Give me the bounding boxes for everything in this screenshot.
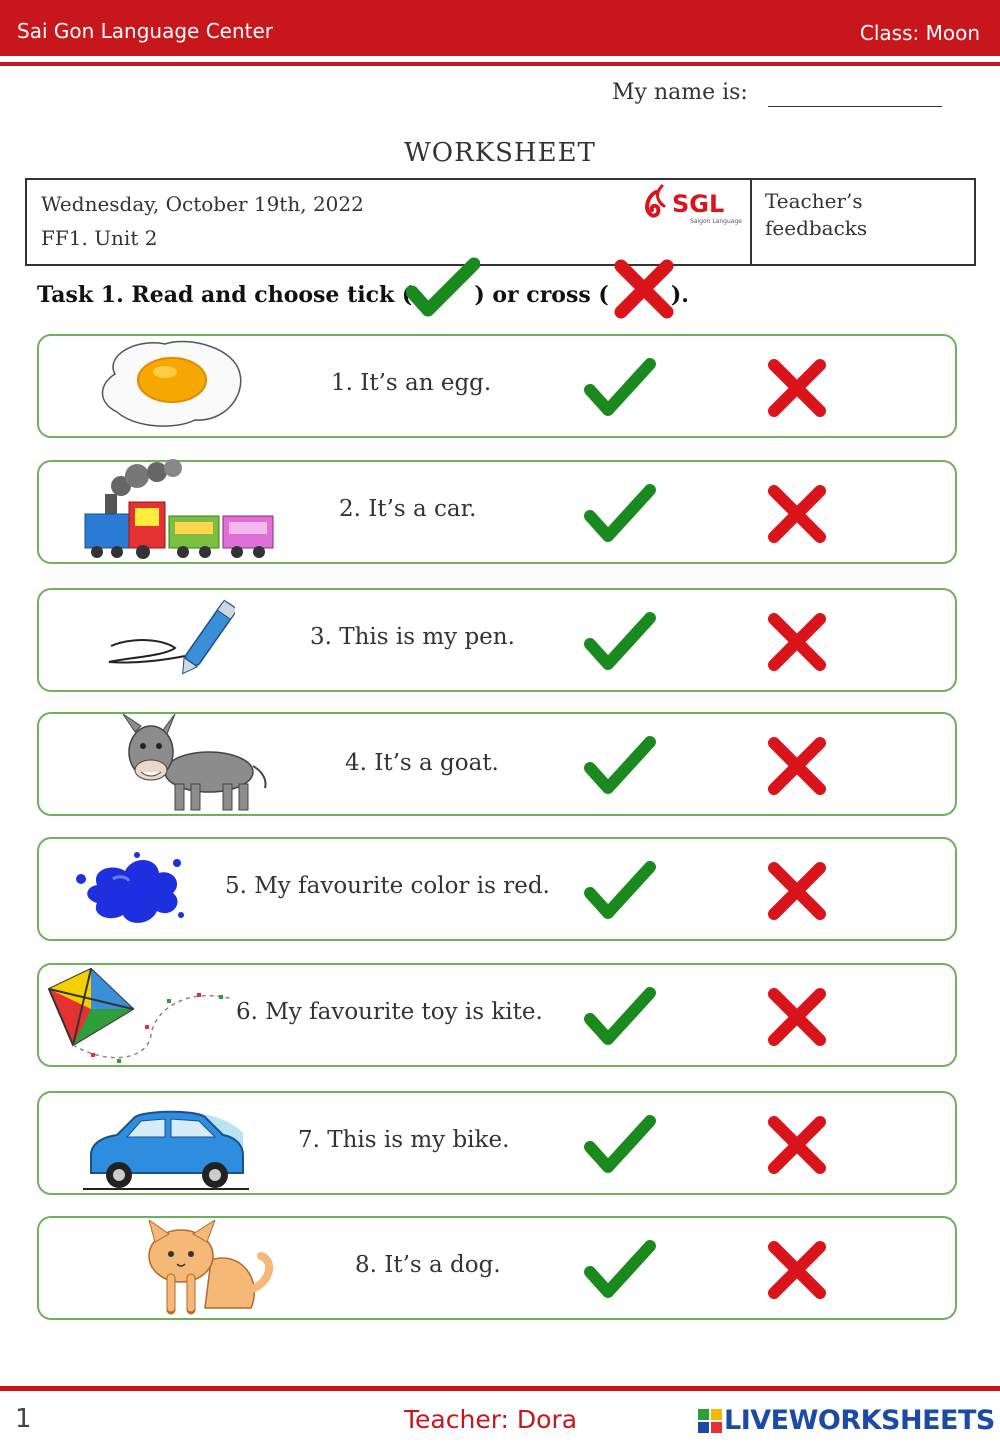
tick-button-5[interactable] [584, 859, 656, 923]
tick-button-4[interactable] [584, 734, 656, 798]
question-text-6: 6. My favourite toy is kite. [236, 999, 543, 1025]
tick-button-2[interactable] [584, 482, 656, 546]
task-tick-slot [412, 286, 474, 306]
teacher-name: Teacher: Dora [404, 1405, 578, 1434]
question-row-8 [37, 1216, 957, 1320]
question-row-2 [37, 460, 957, 564]
toy-train-icon [79, 458, 279, 566]
name-label: My name is: [612, 80, 748, 105]
header-bar [0, 0, 1000, 56]
worksheet-title: WORKSHEET [404, 138, 596, 168]
page-number: 1 [15, 1404, 32, 1434]
red-cross-icon [611, 256, 677, 322]
tick-button-3[interactable] [584, 610, 656, 674]
task-title-part1: Task 1. Read and choose tick ( [37, 282, 413, 308]
question-text-4: 4. It’s a goat. [345, 750, 499, 776]
tick-button-8[interactable] [584, 1238, 656, 1302]
question-text-8: 8. It’s a dog. [355, 1252, 501, 1278]
liveworksheets-logo-icon [698, 1409, 722, 1433]
cross-button-1[interactable] [764, 355, 830, 421]
liveworksheets-brand[interactable]: LIVEWORKSHEETS [724, 1405, 995, 1436]
class-label: Class: Moon [859, 21, 980, 45]
green-check-icon [406, 256, 480, 320]
question-text-1: 1. It’s an egg. [331, 370, 492, 396]
cross-button-2[interactable] [764, 481, 830, 547]
question-text-7: 7. This is my bike. [298, 1127, 510, 1153]
fried-egg-icon [95, 336, 245, 430]
svg-text:SGL: SGL [672, 190, 725, 218]
question-text-2: 2. It’s a car. [339, 496, 477, 522]
header-rule [0, 62, 1000, 66]
cross-button-3[interactable] [764, 609, 830, 675]
question-row-5 [37, 837, 957, 941]
sgl-logo [642, 180, 752, 230]
question-row-3 [37, 588, 957, 692]
center-name: Sai Gon Language Center [17, 19, 274, 43]
kite-icon [47, 965, 237, 1069]
teacher-feedback-label: Teacher’s feedbacks [765, 189, 868, 240]
worksheet-unit: FF1. Unit 2 [41, 226, 158, 250]
tick-button-1[interactable] [584, 356, 656, 420]
tick-button-7[interactable] [584, 1113, 656, 1177]
donkey-icon [113, 714, 273, 818]
question-row-1 [37, 334, 957, 438]
blue-car-icon [83, 1093, 253, 1195]
question-row-6 [37, 963, 957, 1067]
footer-rule [0, 1386, 1000, 1391]
blue-paint-splash-icon [73, 849, 189, 929]
question-text-5: 5. My favourite color is red. [225, 873, 550, 899]
worksheet-date: Wednesday, October 19th, 2022 [41, 192, 364, 216]
task-title [37, 282, 689, 308]
pen-icon [105, 596, 235, 682]
question-text-3: 3. This is my pen. [310, 624, 515, 650]
cross-button-5[interactable] [764, 858, 830, 924]
svg-text:Saigon Language: Saigon Language [690, 218, 742, 225]
cross-button-4[interactable] [764, 733, 830, 799]
name-field[interactable] [768, 106, 942, 107]
info-box [25, 178, 976, 266]
question-row-4 [37, 712, 957, 816]
task-title-part2: ) or cross ( [474, 282, 609, 308]
question-row-7 [37, 1091, 957, 1195]
cat-icon [131, 1220, 277, 1316]
cross-button-7[interactable] [764, 1112, 830, 1178]
info-divider [750, 180, 752, 266]
tick-button-6[interactable] [584, 985, 656, 1049]
cross-button-8[interactable] [764, 1237, 830, 1303]
cross-button-6[interactable] [764, 984, 830, 1050]
task-cross-slot [609, 286, 671, 306]
task-title-part3: ). [670, 282, 689, 308]
